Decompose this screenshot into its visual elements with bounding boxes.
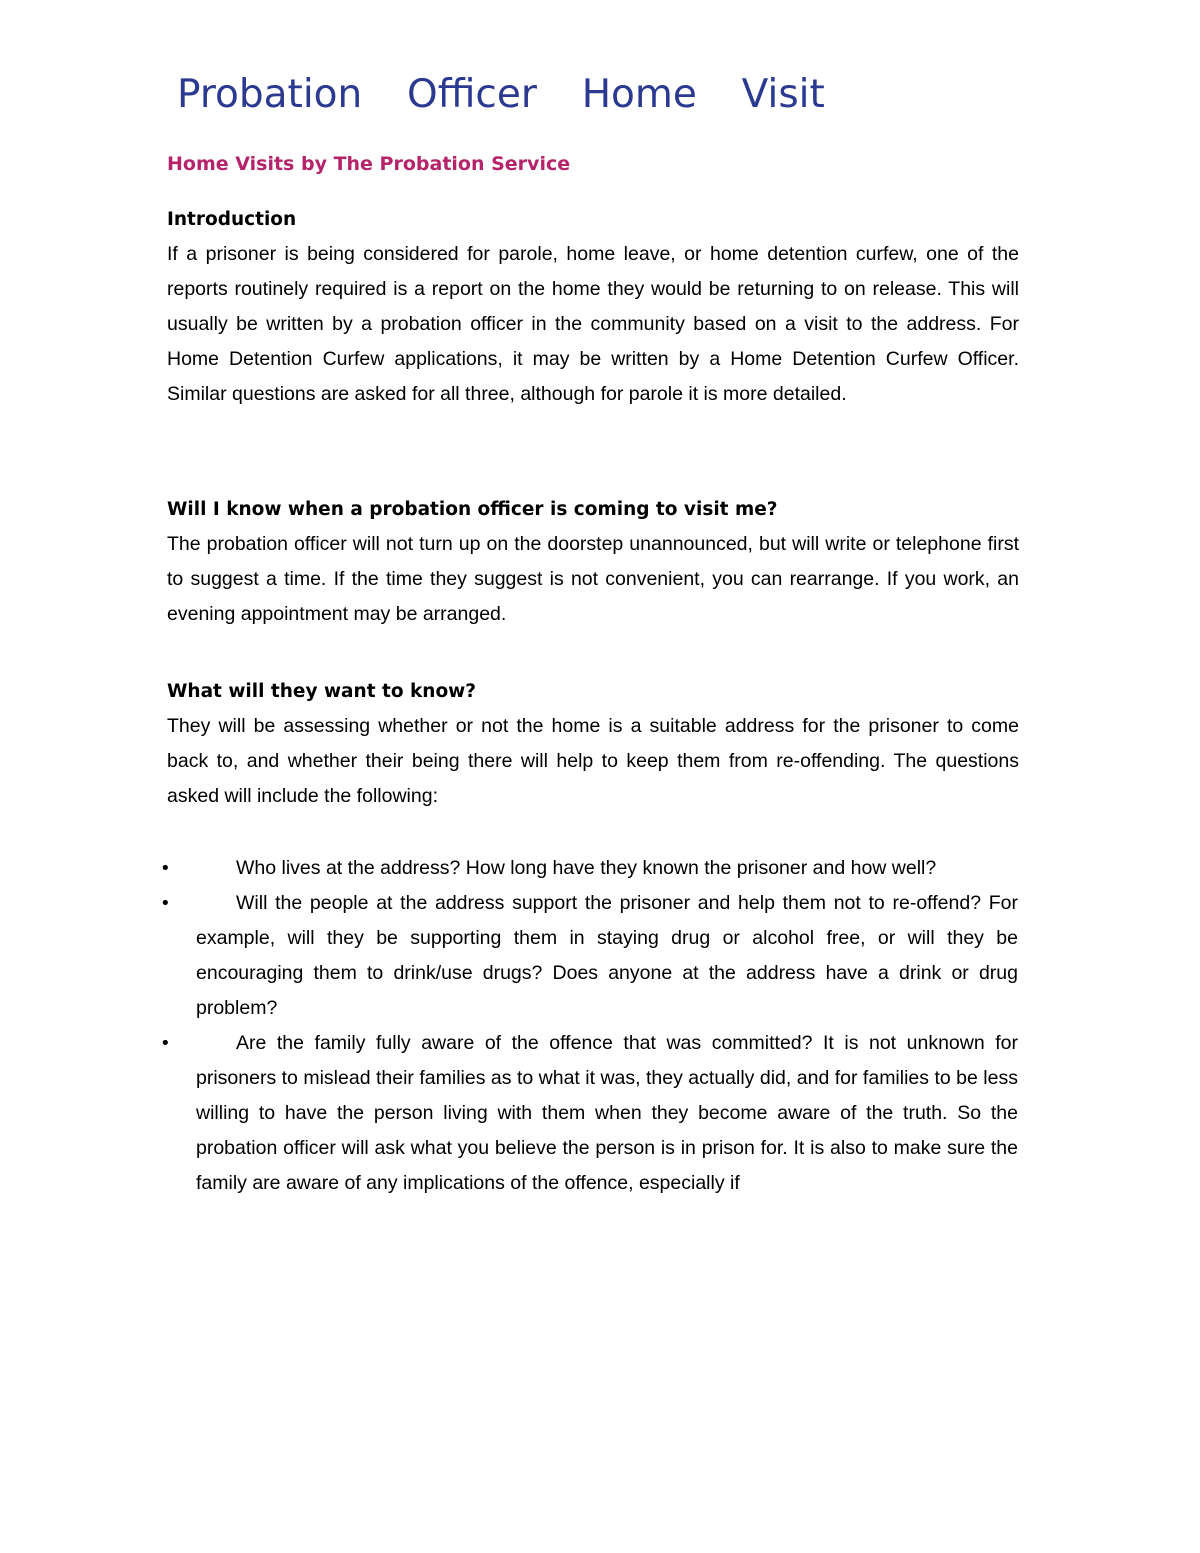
section-paragraph: They will be assessing whether or not the home is a suitable address for the prisoner to come back to, and whether their being there will help to keep them from re-offending. The questions asked will include the following: [167, 715, 1019, 807]
section-heading: Will I know when a probation officer is coming to visit me? [167, 499, 778, 520]
section-paragraph: If a prisoner is being considered for parole, home leave, or home detention curfew, one of the reports routinely required is a report on the home they would be returning to on release. This will usually be written by a probation officer in the community based on a visit to the address. For Home Detention Curfew applications, it may be written by a Home Detention Curfew Officer. Similar questions are asked for all three, although for parole it is more detailed. [167, 243, 1019, 405]
list-item-text: Who lives at the address? How long have they known the prisoner and how well? [236, 857, 937, 879]
section-what-they-want [167, 674, 1019, 814]
list-item-text: Will the people at the address support the prisoner and help them not to re-offend? For example, will they be supporting them in staying drug or alcohol free, or will they be encouraging them to drink/use drugs? Does anyone at the address have a drink or drug problem? [196, 892, 1018, 1019]
bullet-icon: • [160, 858, 171, 879]
section-heading: What will they want to know? [167, 681, 476, 702]
bullet-icon: • [160, 1033, 171, 1054]
document-title: Probation Officer Home Visit [177, 72, 825, 117]
list-item [160, 851, 1018, 886]
bullet-icon: • [160, 893, 171, 914]
section-heading: Introduction [167, 209, 297, 230]
section-paragraph: The probation officer will not turn up on the doorstep unannounced, but will write or telephone first to suggest a time. If the time they suggest is not convenient, you can rearrange. If you work, an evening appointment may be arranged. [167, 533, 1019, 625]
section-introduction [167, 202, 1019, 412]
section-visit-notice [167, 492, 1019, 632]
questions-list [160, 851, 1018, 1201]
document-subtitle: Home Visits by The Probation Service [167, 153, 571, 175]
list-item-text: Are the family fully aware of the offence that was committed? It is not unknown for prisoners to mislead their families as to what it was, they actually did, and for families to be less willing to have the person living with them when they become aware of the truth. So the probation officer will ask what you believe the person is in prison for. It is also to make sure the family are aware of any implications of the offence, especially if [196, 1032, 1018, 1194]
list-item [160, 1026, 1018, 1201]
list-item [160, 886, 1018, 1026]
